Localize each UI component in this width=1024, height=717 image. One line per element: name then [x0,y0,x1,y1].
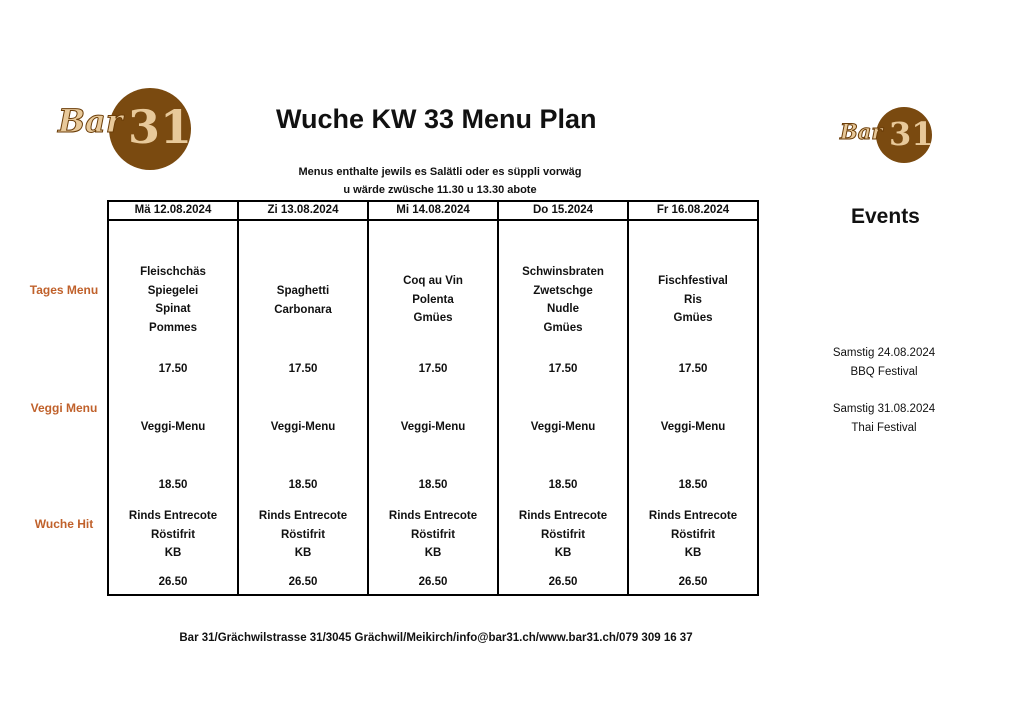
dish-line: KB [554,547,572,559]
dish-line: KB [424,547,442,559]
hit-block [239,507,367,563]
dish-line: Spiegelei [147,284,199,297]
logo-bar-text: Bar [58,102,123,140]
dish-line: Röstifrit [670,528,716,541]
dish-line: Gmües [543,321,583,334]
events-title: Events [851,205,920,228]
dish-line: Rinds Entrecote [258,510,348,522]
event-date: Samstig 24.08.2024 [832,347,936,359]
dish-line: Röstifrit [410,528,456,541]
bar31-logo-small [840,107,934,165]
tages-menu-block [109,263,237,337]
menu-body-row [108,220,758,595]
day-column [498,220,628,595]
dish-line: KB [294,547,312,559]
veggi-price: 18.50 [548,479,578,491]
hit-price: 26.50 [418,576,448,588]
dish-line: Carbonara [274,303,332,316]
hit-price: 26.50 [288,576,318,588]
veggi-price: 18.50 [158,479,188,491]
dish-line: Fischfestival [658,275,728,287]
dish-line: KB [164,547,182,559]
dish-line: Röstifrit [150,528,196,541]
dish-line: Gmües [673,312,713,324]
day-header: Mä 12.08.2024 [108,201,238,220]
menu-table [107,200,759,596]
event-name: BBQ Festival [850,366,918,378]
subtitle-line-2: u wärde zwüsche 11.30 u 13.30 abote [343,184,537,196]
day-column [108,220,238,595]
tages-price: 17.50 [418,363,448,375]
dish-line: Rinds Entrecote [518,510,608,522]
veggi-menu-name: Veggi-Menu [270,421,336,433]
hit-block [629,507,757,563]
dish-line: Coq au Vin [403,275,463,287]
dish-line: Röstifrit [280,528,326,541]
veggi-price: 18.50 [418,479,448,491]
hit-price: 26.50 [158,576,188,588]
dish-line: Rinds Entrecote [648,510,738,522]
row-label-tages-menu: Tages Menu [29,283,99,297]
hit-price: 26.50 [548,576,578,588]
tages-price: 17.50 [678,363,708,375]
bar31-logo [58,88,193,172]
menu-header-row [108,201,758,220]
hit-block [499,507,627,563]
dish-line: Gmües [413,312,453,324]
veggi-price: 18.50 [288,479,318,491]
dish-line: Schwinsbraten [522,266,604,278]
hit-block [369,507,497,563]
logo-bar-text: Bar [840,119,883,144]
footer-contact: Bar 31/Grächwilstrasse 31/3045 Grächwil/Meikirch/info@bar31.ch/www.bar31.ch/079 309 16 37 [179,632,693,644]
dish-line: Fleischchäs [140,266,206,278]
tages-menu-block [369,272,497,328]
dish-line: Nudle [547,303,579,315]
subtitle-line-1: Menus enthalte jewils es Salätli oder es süppli vorwäg [298,166,582,178]
day-header: Zi 13.08.2024 [238,201,368,220]
row-label-wuche-hit: Wuche Hit [34,517,94,531]
day-header: Fr 16.08.2024 [628,201,758,220]
hit-block [109,507,237,563]
dish-line: Rinds Entrecote [128,510,218,522]
hit-price: 26.50 [678,576,708,588]
tages-price: 17.50 [158,363,188,375]
dish-line: Pommes [149,321,197,334]
dish-line: Polenta [412,293,454,306]
event-date: Samstig 31.08.2024 [832,403,936,415]
page-title: Wuche KW 33 Menu Plan [276,104,597,134]
veggi-menu-name: Veggi-Menu [140,421,206,433]
tages-price: 17.50 [548,363,578,375]
tages-menu-block [629,272,757,328]
dish-line: Spaghetti [276,285,330,297]
veggi-menu-name: Veggi-Menu [660,421,726,433]
veggi-menu-name: Veggi-Menu [530,421,596,433]
tages-menu-block [239,282,367,319]
day-column [238,220,368,595]
day-header: Do 15.2024 [498,201,628,220]
day-header: Mi 14.08.2024 [368,201,498,220]
dish-line: Röstifrit [540,528,586,541]
event-item [818,400,950,438]
event-item [818,344,950,382]
day-column [628,220,758,595]
day-column [368,220,498,595]
logo-number: 31 [128,100,193,154]
dish-line: Zwetschge [533,284,593,297]
row-label-veggi-menu: Veggi Menu [30,401,98,415]
dish-line: Rinds Entrecote [388,510,478,522]
tages-menu-block [499,263,627,337]
dish-line: Ris [684,293,702,306]
veggi-menu-name: Veggi-Menu [400,421,466,433]
event-name: Thai Festival [851,422,917,434]
tages-price: 17.50 [288,363,318,375]
veggi-price: 18.50 [678,479,708,491]
dish-line: KB [684,547,702,559]
dish-line: Spinat [155,303,191,315]
logo-number: 31 [889,115,934,153]
